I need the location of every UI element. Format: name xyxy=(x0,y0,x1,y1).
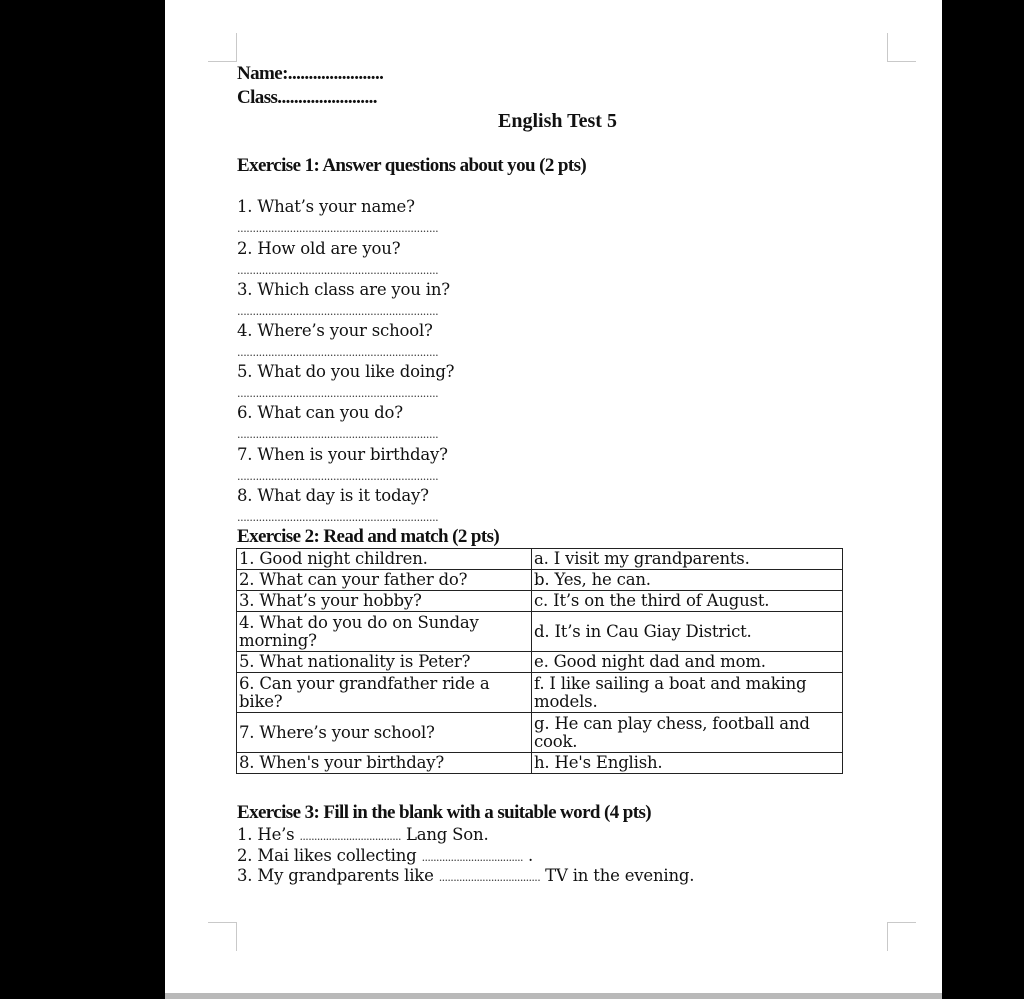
table-row xyxy=(237,591,843,612)
match-question-cell: 2. What can your father do? xyxy=(237,570,532,591)
answer-line: ................................................................. xyxy=(237,470,439,483)
match-answer-cell: e. Good night dad and mom. xyxy=(532,652,843,673)
answer-line: ................................................................. xyxy=(237,346,439,359)
answer-line: ................................................................. xyxy=(237,222,439,235)
fill-text-before: 3. My grandparents like xyxy=(237,866,434,885)
exercise1-heading: Exercise 1: Answer questions about you (2 pts) xyxy=(237,155,587,176)
table-row xyxy=(237,753,843,774)
exercise1-question: 3. Which class are you in? xyxy=(237,280,450,299)
fill-in-item xyxy=(237,825,489,844)
match-question-cell: 1. Good night children. xyxy=(237,549,532,570)
exercise1-question: 6. What can you do? xyxy=(237,403,403,422)
match-answer-cell: b. Yes, he can. xyxy=(532,570,843,591)
fill-text-after: TV in the evening. xyxy=(545,866,695,885)
corner-mark-top-right xyxy=(887,33,916,62)
fill-text-before: 1. He’s xyxy=(237,825,295,844)
match-question-cell: 6. Can your grandfather ride a bike? xyxy=(237,673,532,713)
answer-line: ................................................................. xyxy=(237,264,439,277)
match-answer-cell: c. It’s on the third of August. xyxy=(532,591,843,612)
class-field-label: Class........................ xyxy=(237,87,377,108)
exercise1-question: 8. What day is it today? xyxy=(237,486,429,505)
page-bottom-scroll-edge xyxy=(165,993,942,999)
match-answer-cell: h. He's English. xyxy=(532,753,843,774)
answer-line: ................................................................. xyxy=(237,305,439,318)
exercise1-question: 1. What’s your name? xyxy=(237,197,415,216)
match-question-cell: 7. Where’s your school? xyxy=(237,713,532,753)
corner-mark-bottom-left xyxy=(208,922,237,951)
matching-table xyxy=(236,548,843,774)
fill-blank: ................................... xyxy=(421,851,523,864)
fill-text-after: . xyxy=(528,846,534,865)
answer-line: ................................................................. xyxy=(237,387,439,400)
match-answer-cell: g. He can play chess, football and cook. xyxy=(532,713,843,753)
fill-text-after: Lang Son. xyxy=(405,825,489,844)
answer-line: ................................................................. xyxy=(237,511,439,524)
name-field-label: Name:....................... xyxy=(237,63,384,84)
fill-in-item xyxy=(237,846,533,865)
match-answer-cell: d. It’s in Cau Giay District. xyxy=(532,612,843,652)
match-question-cell: 3. What’s your hobby? xyxy=(237,591,532,612)
match-question-cell: 5. What nationality is Peter? xyxy=(237,652,532,673)
match-answer-cell: a. I visit my grandparents. xyxy=(532,549,843,570)
table-row xyxy=(237,570,843,591)
exercise3-heading: Exercise 3: Fill in the blank with a suitable word (4 pts) xyxy=(237,802,652,823)
fill-text-before: 2. Mai likes collecting xyxy=(237,846,417,865)
exercise1-question: 4. Where’s your school? xyxy=(237,321,433,340)
document-page xyxy=(165,0,942,993)
table-row xyxy=(237,713,843,753)
exercise1-question: 2. How old are you? xyxy=(237,239,401,258)
exercise1-question: 5. What do you like doing? xyxy=(237,362,455,381)
match-question-cell: 4. What do you do on Sunday morning? xyxy=(237,612,532,652)
match-answer-cell: f. I like sailing a boat and making models. xyxy=(532,673,843,713)
exercise1-question: 7. When is your birthday? xyxy=(237,445,448,464)
match-question-cell: 8. When's your birthday? xyxy=(237,753,532,774)
table-row xyxy=(237,549,843,570)
fill-in-item xyxy=(237,866,694,885)
table-row xyxy=(237,673,843,713)
test-title: English Test 5 xyxy=(498,110,617,132)
answer-line: ................................................................. xyxy=(237,428,439,441)
corner-mark-top-left xyxy=(208,33,237,62)
exercise2-heading: Exercise 2: Read and match (2 pts) xyxy=(237,526,500,547)
fill-blank: ................................... xyxy=(438,871,541,884)
corner-mark-bottom-right xyxy=(887,922,916,951)
fill-blank: ................................... xyxy=(299,830,401,843)
table-row xyxy=(237,612,843,652)
table-row xyxy=(237,652,843,673)
